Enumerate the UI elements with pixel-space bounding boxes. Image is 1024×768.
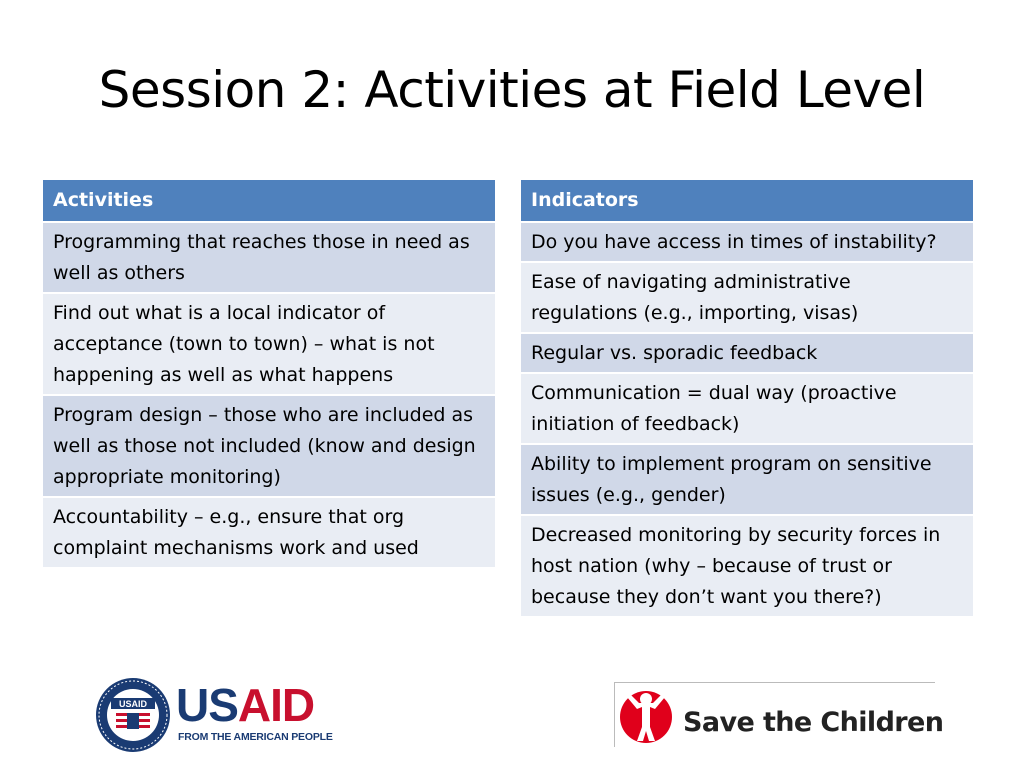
indicators-header: Indicators [521, 180, 973, 221]
activities-row: Find out what is a local indicator of acceptance (town to town) – what is not happening as well as what happens [43, 294, 495, 394]
indicators-row: Ability to implement program on sensitive issues (e.g., gender) [521, 445, 973, 514]
indicators-row: Regular vs. sporadic feedback [521, 334, 973, 372]
usaid-seal-text: USAID [118, 699, 148, 709]
activities-row: Program design – those who are included as well as those not included (know and design appropriate monitoring) [43, 396, 495, 496]
usaid-seal-icon [94, 676, 172, 754]
slide-title: Session 2: Activities at Field Level [98, 61, 926, 119]
indicators-row: Communication = dual way (proactive initiation of feedback) [521, 374, 973, 443]
usaid-logo [94, 676, 344, 754]
indicators-row: Ease of navigating administrative regulations (e.g., importing, visas) [521, 263, 973, 332]
activities-row: Accountability – e.g., ensure that org complaint mechanisms work and used [43, 498, 495, 567]
save-the-children-logo [614, 682, 944, 747]
usaid-tagline: FROM THE AMERICAN PEOPLE [178, 731, 333, 743]
indicators-row: Do you have access in times of instability? [521, 223, 973, 261]
activities-table [43, 178, 495, 569]
indicators-table [521, 178, 973, 618]
usaid-wordmark [176, 680, 314, 730]
indicators-row: Decreased monitoring by security forces in host nation (why – because of trust or because they don’t want you there?) [521, 516, 973, 616]
activities-row: Programming that reaches those in need as well as others [43, 223, 495, 292]
save-the-children-emblem-icon [615, 683, 677, 747]
usaid-word-a: US [176, 679, 238, 731]
save-the-children-wordmark: Save the Children [683, 707, 944, 738]
usaid-word-b: AID [237, 679, 315, 731]
activities-header: Activities [43, 180, 495, 221]
